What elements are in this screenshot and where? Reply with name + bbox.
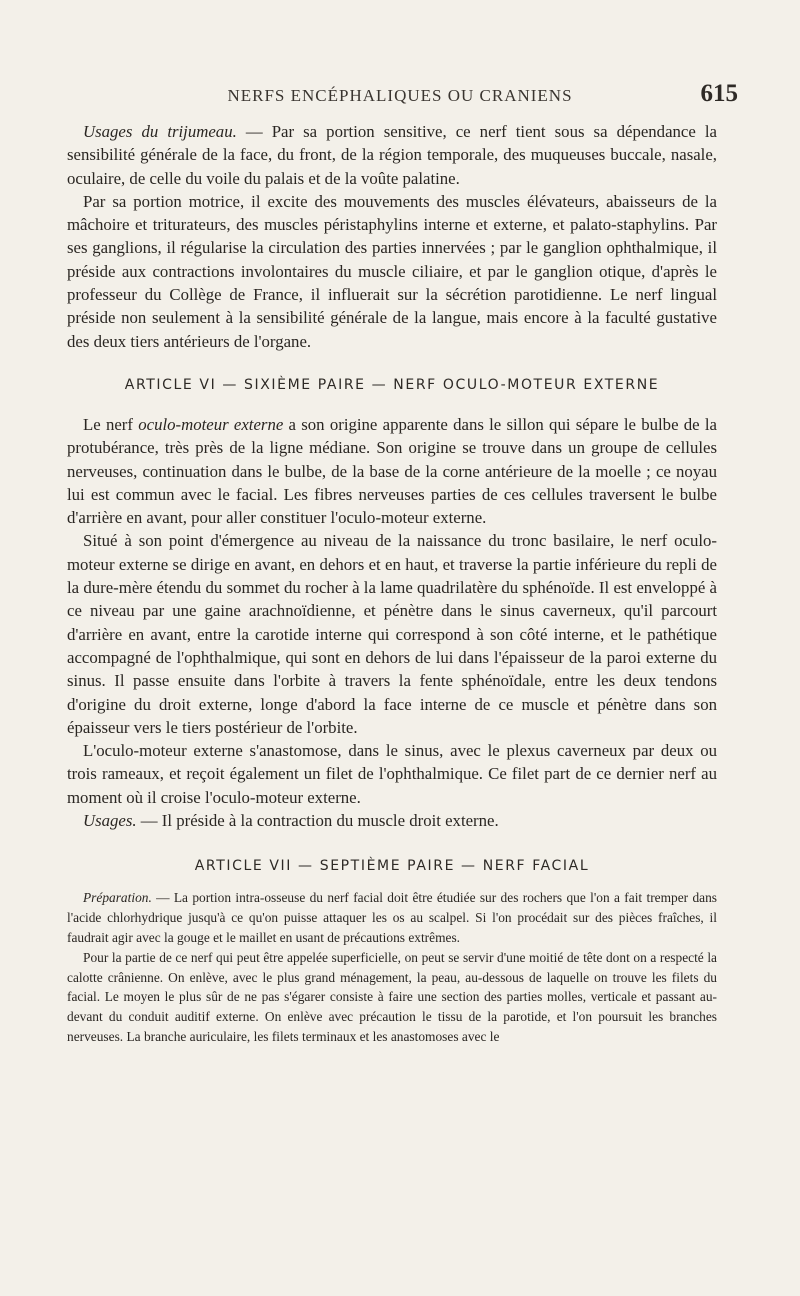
running-title: NERFS ENCÉPHALIQUES OU CRANIENS	[227, 86, 573, 105]
paragraph-anastomoses: L'oculo-moteur externe s'anastomose, dans le sinus, avec le plexus caverneux par deux ou trois rameaux, et reçoit également un filet de l'ophthalmique. Ce filet part de ce dernier nerf au moment où il croise l'oculo-moteur externe.	[67, 741, 717, 807]
paragraph-usages-trijumeau	[67, 120, 717, 190]
paragraph-usages	[67, 809, 717, 832]
article-heading: ARTICLE VI — SIXIÈME PAIRE — NERF OCULO-MOTEUR EXTERNE	[124, 376, 660, 393]
paragraph-text: — Il préside à la contraction du muscle droit externe.	[136, 811, 499, 831]
paragraph-portion-motrice: Par sa portion motrice, il excite des mouvements des muscles élévateurs, abaisseurs de la mâchoire et triturateurs, des muscles péristaphylins interne et externe, et palato-staphylins. Par ses ganglions, il régularise la circulation des parties innervées ; par le ganglion ophthalmique, il préside aux contractions involontaires du muscle ciliaire, et par le ganglion otique, d'après le professeur du Collège de France, il influerait sur la sécrétion parotidienne. Le nerf lingual préside non seulement à la sensibilité générale de la langue, mais encore à la faculté gustative des deux tiers antérieurs de l'organe.	[67, 191, 717, 351]
paragraph-lead: Usages.	[83, 811, 137, 831]
paragraph-origine	[67, 413, 717, 529]
paragraph-lead: Préparation.	[83, 890, 152, 906]
text-run: Le nerf	[83, 414, 139, 434]
article-heading: ARTICLE VII — SEPTIÈME PAIRE — NERF FACIAL	[194, 858, 590, 875]
small-print-section	[67, 888, 717, 1046]
text-run: a son origine apparente dans le sillon qui sépare le bulbe de la protubérance, très près de la ligne médiane. Son origine se trouve dans un groupe de cellules nerveuses, continuation dans le bulbe, de la base de la corne antérieure de la moelle ; ce noyau lui est commun avec le facial. Les fibres nerveuses parties de ces cellules traversent le bulbe d'arrière en avant, pour aller constituer l'oculo-moteur externe.	[67, 414, 717, 528]
paragraph-lead: Usages du trijumeau.	[83, 122, 237, 141]
paragraph-text: — Par sa portion sensitive, ce nerf tient sous sa dépendance la sensibilité générale de la face, du front, de la région temporale, des muqueuses buccale, nasale, oculaire, de celle du voile du palais et de la voûte palatine.	[67, 122, 717, 188]
paragraph-text: — La portion intra-osseuse du nerf facial doit être étudiée sur des rochers que l'on a fait tremper dans l'acide chlorhydrique jusqu'à ce qu'on puisse attaquer les os au scalpel. Si l'on procédait sur des pièces fraîches, il faudrait agir avec la gouge et le maillet en usant de précautions extrêmes.	[67, 890, 717, 945]
paragraph-dissection: Pour la partie de ce nerf qui peut être appelée superficielle, on peut se servir d'une moitié de tête dont on a respecté la calotte crânienne. On enlève, avec le plus grand ménagement, la peau, au-dessous de laquelle on trouve les filets du facial. Le moyen le plus sûr de ne pas s'égarer consiste à faire une section des parties molles, verticale et passant au-devant du conduit auditif externe. On enlève avec précaution le tissu de la parotide, et l'on poursuit les branches nerveuses. La branche auriculaire, les filets terminaux et les anastomoses avec le	[67, 949, 717, 1044]
body-text	[67, 120, 717, 1047]
paragraph-preparation	[67, 888, 717, 947]
page-number: 615	[700, 80, 738, 107]
paragraph-trajet: Situé à son point d'émergence au niveau de la naissance du tronc basilaire, le nerf oculo-moteur externe se dirige en avant, en dehors et en haut, et traverse la partie inférieure du repli de la dure-mère étendu du sommet du rocher à la lame quadrilatère du sphénoïde. Il est enveloppé à ce niveau par une gaine arachnoïdienne, et pénètre dans le sinus caverneux, qu'il parcourt d'arrière en avant, entre la carotide interne qui correspond à son côté interne, et le pathétique accompagné de l'ophthalmique, qui sont en dehors de lui dans l'épaisseur de la paroi externe du sinus. Il passe ensuite dans l'orbite à travers la fente sphénoïdale, entre les deux tendons d'origine du droit externe, longe d'abord la face interne de ce muscle et pénètre dans son épaisseur vers le tiers postérieur de l'orbite.	[67, 531, 717, 737]
running-head	[0, 80, 800, 114]
italic-term: oculo-moteur externe	[138, 414, 284, 434]
